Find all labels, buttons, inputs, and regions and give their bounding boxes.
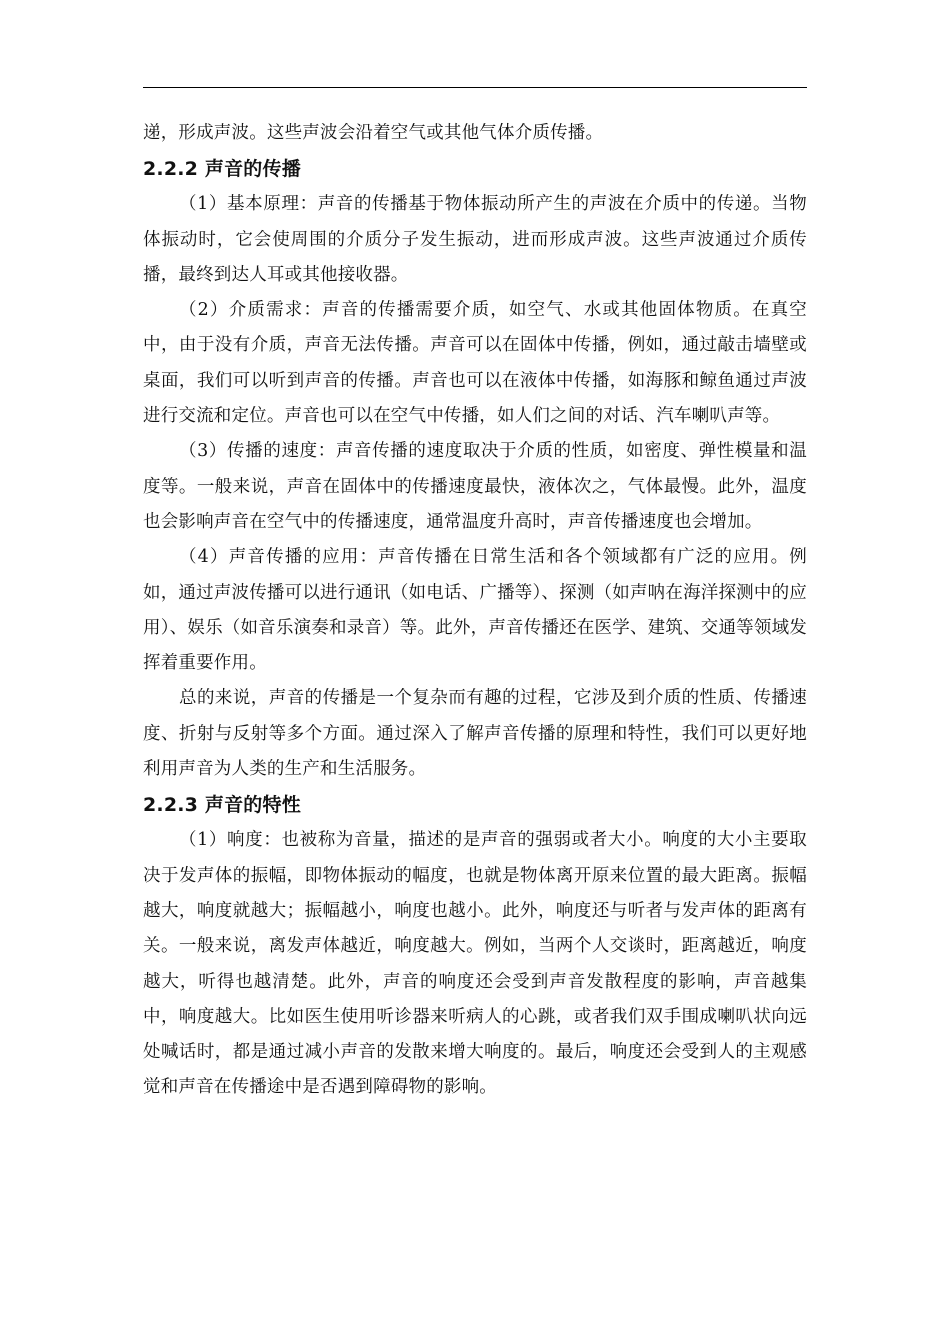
section-heading-2-2-2: 2.2.2 声音的传播: [143, 158, 301, 181]
paragraph-summary: 总的来说，声音的传播是一个复杂而有趣的过程，它涉及到介质的性质、传播速度、折射与反射等多个方面。通过深入了解声音传播的原理和特性，我们可以更好地利用声音为人类的生产和生活服务。: [143, 688, 807, 780]
continuation-paragraph: 递，形成声波。这些声波会沿着空气或其他气体介质传播。: [143, 123, 604, 143]
paragraph-medium-requirement: （2）介质需求：声音的传播需要介质，如空气、水或其他固体物质。在真空中，由于没有介质，声音无法传播。声音可以在固体中传播，例如，通过敲击墙壁或桌面，我们可以听到声音的传播。声音也可以在液体中传播，如海豚和鲸鱼通过声波进行交流和定位。声音也可以在空气中传播，如人们之间的对话、汽车喇叭声等。: [143, 300, 807, 427]
page-content: [143, 116, 807, 1106]
section-heading-2-2-3: 2.2.3 声音的特性: [143, 794, 301, 817]
paragraph-applications: （4）声音传播的应用：声音传播在日常生活和各个领域都有广泛的应用。例如，通过声波传播可以进行通讯（如电话、广播等）、探测（如声呐在海洋探测中的应用）、娱乐（如音乐演奏和录音）等。此外，声音传播还在医学、建筑、交通等领域发挥着重要作用。: [143, 547, 807, 674]
paragraph-propagation-speed: （3）传播的速度：声音传播的速度取决于介质的性质，如密度、弹性模量和温度等。一般来说，声音在固体中的传播速度最快，液体次之，气体最慢。此外，温度也会影响声音在空气中的传播速度，通常温度升高时，声音传播速度也会增加。: [143, 441, 807, 532]
paragraph-loudness: （1）响度：也被称为音量，描述的是声音的强弱或者大小。响度的大小主要取决于发声体的振幅，即物体振动的幅度，也就是物体离开原来位置的最大距离。振幅越大，响度就越大；振幅越小，响度也越小。此外，响度还与听者与发声体的距离有关。一般来说，离发声体越近，响度越大。例如，当两个人交谈时，距离越近，响度越大，听得也越清楚。此外，声音的响度还会受到声音发散程度的影响，声音越集中，响度越大。比如医生使用听诊器来听病人的心跳，或者我们双手围成喇叭状向远处喊话时，都是通过减小声音的发散来增大响度的。最后，响度还会受到人的主观感觉和声音在传播途中是否遇到障碍物的影响。: [143, 830, 807, 1098]
paragraph-basic-principle: （1）基本原理：声音的传播基于物体振动所产生的声波在介质中的传递。当物体振动时，它会使周围的介质分子发生振动，进而形成声波。这些声波通过介质传播，最终到达人耳或其他接收器。: [143, 194, 807, 285]
header-rule: [143, 87, 807, 88]
